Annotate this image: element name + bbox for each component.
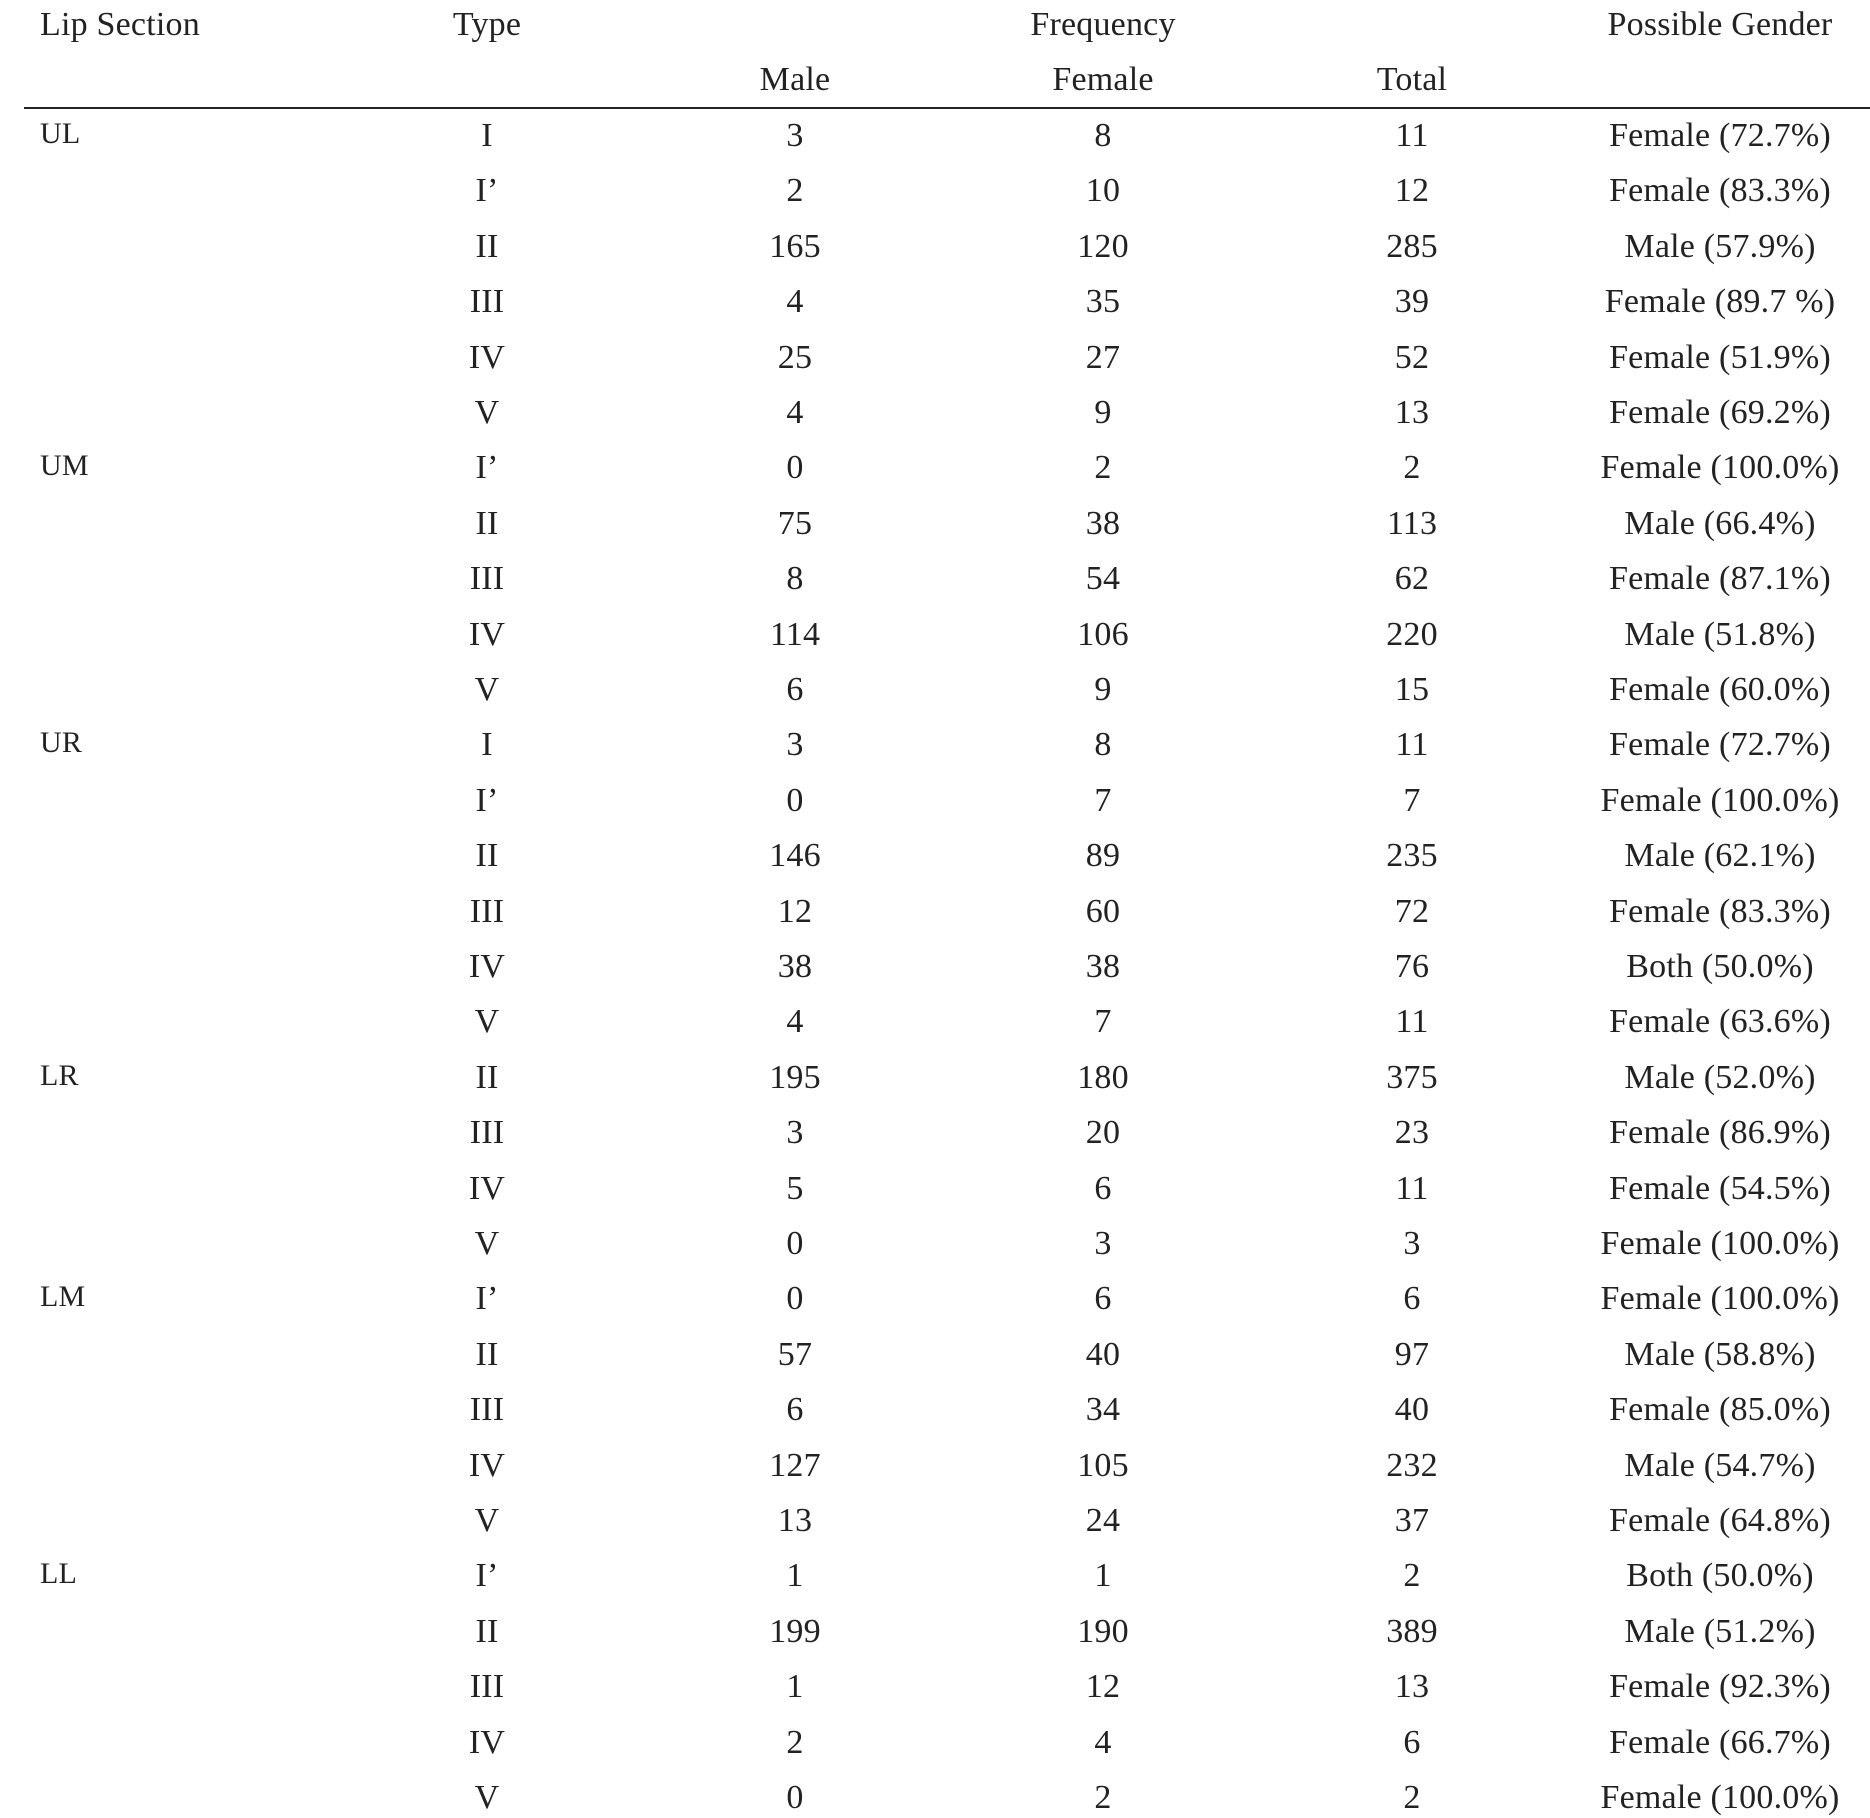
cell-total: 2	[1403, 1557, 1421, 1595]
cell-possible-gender: Male (51.2%)	[1624, 1612, 1816, 1650]
cell-total: 285	[1386, 227, 1438, 265]
cell-female: 9	[1094, 394, 1112, 431]
cell-male: 0	[786, 449, 804, 487]
cell-female: 10	[1085, 172, 1121, 210]
cell-female: 8	[1094, 117, 1112, 154]
cell-possible-gender: Female (100.0%)	[1600, 1225, 1840, 1262]
cell-type: IV	[468, 1723, 506, 1761]
cell-female: 24	[1085, 1502, 1121, 1539]
cell-lip-section: UL	[40, 117, 81, 150]
cell-total: 11	[1395, 1003, 1429, 1041]
cell-type: II	[475, 227, 499, 265]
cell-female: 8	[1094, 726, 1112, 764]
cell-total: 232	[1386, 1446, 1438, 1484]
header-male: Male	[759, 61, 831, 98]
cell-possible-gender: Female (83.3%)	[1609, 892, 1831, 930]
cell-type: III	[469, 1391, 505, 1429]
cell-male: 146	[769, 837, 821, 875]
cell-lip-section: LR	[40, 1058, 79, 1092]
cell-possible-gender: Female (100.0%)	[1600, 1779, 1840, 1816]
cell-male: 4	[786, 394, 804, 431]
cell-possible-gender: Female (66.7%)	[1609, 1723, 1831, 1761]
cell-possible-gender: Female (100.0%)	[1600, 1280, 1840, 1318]
cell-female: 60	[1085, 892, 1121, 930]
cell-total: 375	[1386, 1058, 1438, 1096]
cell-total: 13	[1394, 1668, 1430, 1706]
cell-female: 3	[1094, 1225, 1112, 1262]
cell-male: 195	[769, 1058, 821, 1096]
cell-male: 4	[786, 1003, 804, 1041]
cell-total: 13	[1394, 394, 1430, 431]
cell-possible-gender: Male (52.0%)	[1624, 1058, 1816, 1096]
cell-male: 8	[786, 560, 804, 598]
cell-female: 106	[1077, 615, 1129, 653]
cell-total: 113	[1386, 504, 1438, 542]
cell-lip-section: LM	[40, 1280, 86, 1314]
cell-possible-gender: Female (100.0%)	[1600, 781, 1840, 819]
cell-female: 180	[1077, 1058, 1129, 1096]
cell-male: 13	[777, 1502, 813, 1539]
cell-type: II	[475, 1612, 499, 1650]
cell-type: IV	[468, 1169, 506, 1207]
cell-possible-gender: Female (72.7%)	[1609, 726, 1831, 764]
cell-type: I’	[475, 1557, 499, 1595]
cell-possible-gender: Female (60.0%)	[1609, 671, 1831, 708]
cell-male: 25	[777, 338, 813, 376]
cell-type: I’	[475, 172, 499, 210]
cell-female: 4	[1094, 1723, 1112, 1761]
cell-possible-gender: Male (54.7%)	[1624, 1446, 1816, 1484]
cell-type: III	[469, 1668, 505, 1706]
cell-type: III	[469, 1114, 505, 1152]
cell-female: 190	[1077, 1612, 1129, 1650]
cell-female: 34	[1085, 1391, 1121, 1429]
cell-type: II	[475, 1058, 499, 1096]
cell-lip-section: UR	[40, 726, 83, 760]
cell-male: 6	[786, 671, 804, 708]
cell-male: 5	[786, 1169, 804, 1207]
cell-total: 72	[1394, 892, 1430, 930]
cell-type: IV	[468, 338, 506, 376]
header-total: Total	[1376, 61, 1448, 98]
cell-total: 3	[1403, 1225, 1421, 1262]
cell-female: 27	[1085, 338, 1121, 376]
cell-type: V	[474, 394, 500, 431]
cell-male: 0	[786, 1280, 804, 1318]
cell-female: 12	[1085, 1668, 1121, 1706]
cell-male: 199	[769, 1612, 821, 1650]
cell-type: II	[475, 504, 499, 542]
cell-type: II	[475, 1335, 499, 1373]
cell-total: 37	[1394, 1502, 1430, 1539]
cell-total: 23	[1394, 1114, 1430, 1152]
cell-female: 38	[1085, 504, 1121, 542]
cell-male: 2	[786, 172, 804, 210]
header-frequency: Frequency	[1030, 6, 1176, 43]
cell-type: V	[474, 671, 500, 708]
cell-total: 11	[1395, 117, 1429, 154]
cell-type: IV	[468, 615, 506, 653]
cell-type: V	[474, 1225, 500, 1262]
cell-type: III	[469, 283, 505, 321]
cell-total: 97	[1394, 1335, 1430, 1373]
cell-female: 6	[1094, 1280, 1112, 1318]
cell-male: 127	[769, 1446, 821, 1484]
cell-female: 2	[1094, 449, 1112, 487]
cell-possible-gender: Female (89.7 %)	[1604, 283, 1836, 321]
cell-possible-gender: Male (66.4%)	[1624, 504, 1816, 542]
cell-type: II	[475, 837, 499, 875]
cell-male: 4	[786, 283, 804, 321]
cell-female: 20	[1085, 1114, 1121, 1152]
cell-male: 165	[769, 227, 821, 265]
cell-total: 76	[1394, 948, 1430, 985]
cell-male: 2	[786, 1723, 804, 1761]
cell-total: 40	[1394, 1391, 1430, 1429]
cell-possible-gender: Both (50.0%)	[1626, 1557, 1814, 1595]
cell-male: 6	[786, 1391, 804, 1429]
header-lip-section: Lip Section	[40, 6, 200, 43]
header-female: Female	[1052, 61, 1154, 98]
cell-type: III	[469, 560, 505, 598]
cell-male: 0	[786, 1225, 804, 1262]
cell-female: 1	[1094, 1557, 1112, 1595]
cell-type: IV	[468, 1446, 506, 1484]
cell-possible-gender: Female (54.5%)	[1609, 1169, 1831, 1207]
cell-total: 235	[1386, 837, 1438, 875]
cell-possible-gender: Female (63.6%)	[1609, 1003, 1831, 1041]
cell-male: 57	[777, 1335, 813, 1373]
cell-possible-gender: Female (87.1%)	[1609, 560, 1831, 598]
cell-total: 52	[1394, 338, 1430, 376]
cell-male: 114	[769, 615, 821, 653]
cell-male: 1	[786, 1557, 804, 1595]
cell-total: 7	[1403, 781, 1421, 819]
cell-male: 75	[777, 504, 813, 542]
cell-possible-gender: Female (86.9%)	[1609, 1114, 1831, 1152]
cell-type: V	[474, 1003, 500, 1041]
cell-possible-gender: Both (50.0%)	[1626, 948, 1814, 985]
header-rule	[24, 107, 1870, 109]
header-possible-gender: Possible Gender	[1607, 6, 1833, 43]
cell-type: I’	[475, 1280, 499, 1318]
cell-male: 38	[777, 948, 813, 985]
cell-male: 3	[786, 117, 804, 154]
cell-type: IV	[468, 948, 506, 985]
cell-total: 389	[1386, 1612, 1438, 1650]
cell-female: 6	[1094, 1169, 1112, 1207]
cell-female: 40	[1085, 1335, 1121, 1373]
cell-type: V	[474, 1779, 500, 1816]
cell-possible-gender: Female (64.8%)	[1609, 1502, 1831, 1539]
cell-type: I	[481, 117, 493, 154]
cell-male: 0	[786, 1779, 804, 1816]
cell-possible-gender: Female (69.2%)	[1609, 394, 1831, 431]
cell-female: 120	[1077, 227, 1129, 265]
cell-type: V	[474, 1502, 500, 1539]
cell-total: 62	[1394, 560, 1430, 598]
cell-male: 12	[777, 892, 813, 930]
cell-possible-gender: Female (85.0%)	[1609, 1391, 1831, 1429]
cell-total: 11	[1395, 1169, 1429, 1207]
cell-type: III	[469, 892, 505, 930]
cell-female: 9	[1094, 671, 1112, 708]
cell-female: 89	[1085, 837, 1121, 875]
cell-female: 54	[1085, 560, 1121, 598]
cell-female: 35	[1085, 283, 1121, 321]
cell-possible-gender: Male (51.8%)	[1624, 615, 1816, 653]
cell-female: 7	[1094, 781, 1112, 819]
cell-total: 15	[1394, 671, 1430, 708]
cell-lip-section: UM	[40, 449, 89, 483]
cell-possible-gender: Female (72.7%)	[1609, 117, 1831, 154]
header-type: Type	[452, 6, 522, 43]
cell-total: 12	[1394, 172, 1430, 210]
cell-possible-gender: Female (92.3%)	[1609, 1668, 1831, 1706]
cell-male: 3	[786, 726, 804, 764]
cell-total: 39	[1394, 283, 1430, 321]
cell-total: 2	[1403, 1779, 1421, 1816]
cell-total: 6	[1403, 1723, 1421, 1761]
cell-male: 0	[786, 781, 804, 819]
cell-male: 1	[786, 1668, 804, 1706]
cell-possible-gender: Female (83.3%)	[1609, 172, 1831, 210]
cell-total: 6	[1403, 1280, 1421, 1318]
cell-female: 7	[1094, 1003, 1112, 1041]
cell-possible-gender: Male (58.8%)	[1624, 1335, 1816, 1373]
cell-female: 105	[1077, 1446, 1129, 1484]
cell-possible-gender: Female (100.0%)	[1600, 449, 1840, 487]
cell-type: I’	[475, 781, 499, 819]
cell-total: 2	[1403, 449, 1421, 487]
cell-type: I’	[475, 449, 499, 487]
cell-lip-section: LL	[40, 1557, 78, 1591]
cell-total: 220	[1386, 615, 1438, 653]
cell-female: 2	[1094, 1779, 1112, 1816]
cell-male: 3	[786, 1114, 804, 1152]
cell-possible-gender: Male (62.1%)	[1624, 837, 1816, 875]
cell-female: 38	[1085, 948, 1121, 985]
cell-possible-gender: Female (51.9%)	[1609, 338, 1831, 376]
cell-possible-gender: Male (57.9%)	[1624, 227, 1816, 265]
cell-type: I	[481, 726, 493, 764]
cell-total: 11	[1395, 726, 1429, 764]
